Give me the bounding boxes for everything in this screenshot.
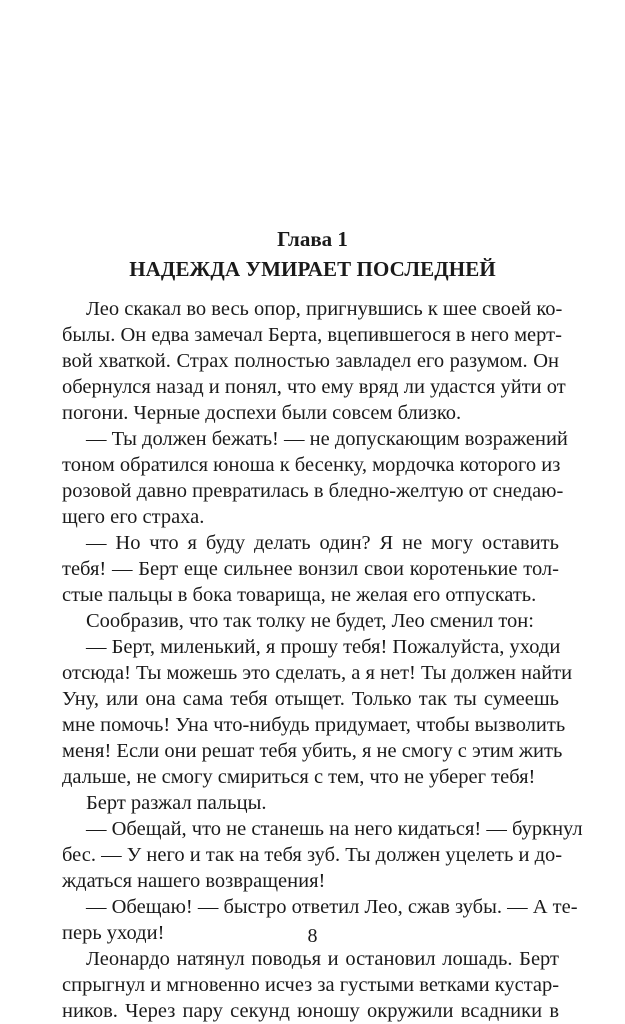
text-line: ждаться нашего возвращения! [62,870,326,892]
text-line: розовой давно превратилась в бледно-желтую от снедаю- [62,480,564,502]
text-line: — Но что я буду делать один? Я не могу оставить [86,532,559,554]
text-line: перь уходи! [62,922,165,944]
text-line: Леонардо натянул поводья и остановил лошадь. Берт [86,948,559,970]
text-line: Лео скакал во весь опор, пригнувшись к шее своей ко- [86,298,563,320]
chapter-number: Глава 1 [277,227,348,251]
text-line: — Обещаю! — быстро ответил Лео, сжав зубы. — А те- [86,896,578,918]
text-line: Сообразив, что так толку не будет, Лео сменил тон: [86,610,534,632]
text-line: бес. — У него и так на тебя зуб. Ты должен уцелеть и до- [62,844,563,866]
text-line: щего его страха. [62,506,205,528]
text-line: обернулся назад и понял, что ему вряд ли удастся уйти от [62,376,566,398]
text-line: былы. Он едва замечал Берта, вцепившегося в него мерт- [62,324,562,346]
text-line: спрыгнул и мгновенно исчез за густыми ветками кустар- [62,974,560,996]
page-number: 8 [307,925,318,947]
text-line: стые пальцы в бока товарища, не желая его отпускать. [62,584,537,606]
text-line: погони. Черные доспехи были совсем близко. [62,402,462,424]
text-line: меня! Если они решат тебя убить, я не смогу с этим жить [62,740,563,762]
text-line: отсюда! Ты можешь это сделать, а я нет! Ты должен найти [62,662,573,684]
text-line: дальше, не смогу смириться с тем, что не уберег тебя! [62,766,536,788]
text-line: тебя! — Берт еще сильнее вонзил свои коротенькие тол- [62,558,559,580]
text-line: Берт разжал пальцы. [86,792,267,814]
chapter-title: НАДЕЖДА УМИРАЕТ ПОСЛЕДНЕЙ [129,257,496,281]
text-line: — Обещай, что не станешь на него кидаться! — буркнул [86,818,583,840]
text-line: тоном обратился юноша к бесенку, мордочка которого из [62,454,561,476]
text-line: — Берт, миленький, я прошу тебя! Пожалуйста, уходи [86,636,561,658]
text-line: вой хваткой. Страх полностью завладел его разумом. Он [62,350,559,372]
text-line: Уну, или она сама тебя отыщет. Только так ты сумеешь [62,688,559,710]
text-line: ников. Через пару секунд юношу окружили всадники в [62,1000,559,1022]
text-line: мне помочь! Уна что-нибудь придумает, чтобы вызволить [62,714,566,736]
text-line: — Ты должен бежать! — не допускающим возражений [86,428,568,450]
